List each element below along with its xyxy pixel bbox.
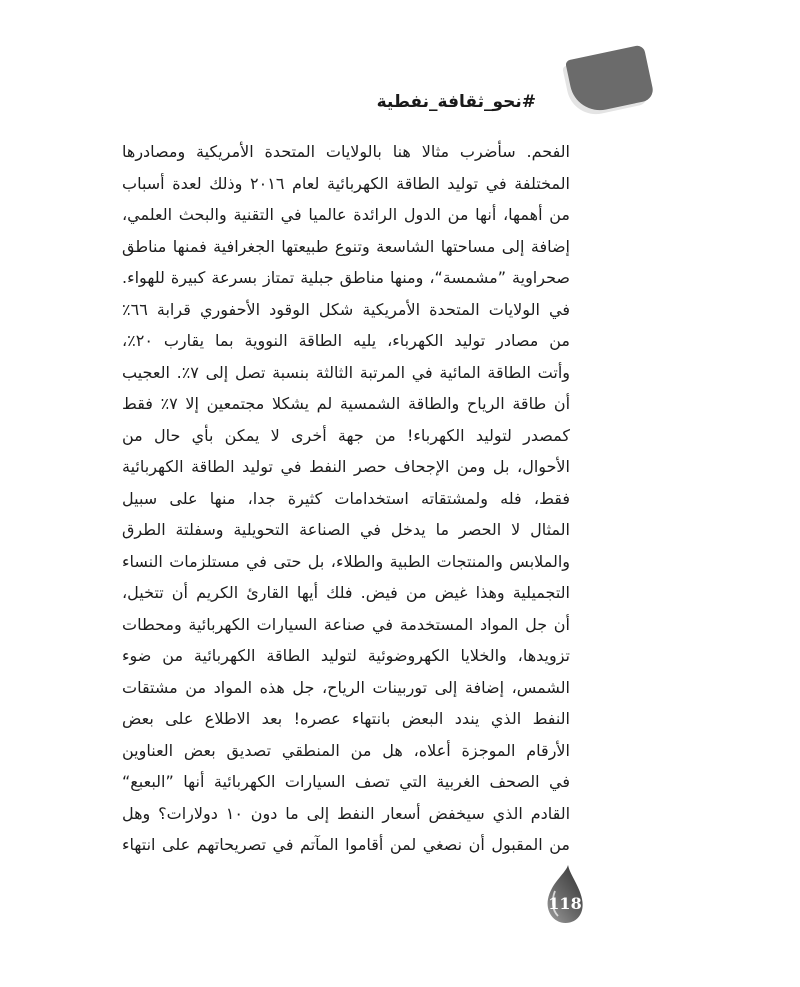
body-line: المثال لا الحصر ما يدخل في الصناعة التحويلية وسفلتة الطرق <box>122 520 570 539</box>
body-line: الأرقام الموجزة أعلاه، هل من المنطقي تصديق بعض العناوين <box>122 740 570 760</box>
body-line: الأحوال، بل ومن الإجحاف حصر النفط في توليد الطاقة الكهربائية <box>122 457 570 476</box>
page-number: 118 <box>548 894 582 913</box>
body-line: من أهمها، أنها من الدول الرائدة عالميا في التقنية والبحث العلمي، <box>122 205 570 224</box>
body-line: أن جل المواد المستخدمة في صناعة السيارات الكهربائية ومحطات <box>122 614 570 634</box>
body-line: والملابس والمنتجات الطبية والطلاء، بل حتى في مستلزمات النساء <box>122 551 570 571</box>
body-line: صحراوية ”مشمسة“، ومنها مناطق جبلية تمتاز بسرعة كبيرة للهواء. <box>122 268 570 287</box>
body-line: أن طاقة الرياح والطاقة الشمسية لم يشكلا مجتمعين إلا ٧٪ فقط <box>122 394 571 413</box>
corner-flag-decoration <box>565 44 655 115</box>
oil-drop-icon <box>541 863 589 927</box>
body-line: في الصحف الغربية التي تصف السيارات الكهربائية أنها ”البعبع“ <box>122 772 570 791</box>
body-line: النفط الذي يندد البعض بانتهاء عصره! بعد الاطلاع على بعض <box>122 709 570 728</box>
body-line: القادم الذي سيخفض أسعار النفط إلى ما دون ١٠ دولارات؟ وهل <box>122 803 571 823</box>
body-line: التجميلية وهذا غيض من فيض. فلك أيها القارئ الكريم أن تتخيل، <box>122 583 570 602</box>
body-line: الفحم. سأضرب مثالا هنا بالولايات المتحدة الأمريكية ومصادرها <box>122 142 570 161</box>
body-line: فقط، فله ولمشتقاته استخدامات كثيرة جدا، منها على سبيل <box>122 488 570 508</box>
body-line: وأتت الطاقة المائية في المرتبة الثالثة بنسبة تصل إلى ٧٪. العجيب <box>122 362 571 382</box>
body-line: إضافة إلى مساحتها الشاسعة وتنوع طبيعتها الجغرافية فمنها مناطق <box>122 236 570 256</box>
body-line: الشمس، إضافة إلى توربينات الرياح، جل هذه المواد من مشتقات <box>122 677 570 697</box>
body-line: كمصدر لتوليد الكهرباء! من جهة أخرى لا يمكن بأي حال من <box>122 425 570 445</box>
body-text <box>122 136 570 861</box>
body-line: من المقبول أن نصغي لمن أقاموا المآتم في تصريحاتهم على انتهاء <box>122 835 570 854</box>
body-line: تزويدها، والخلايا الكهروضوئية لتوليد الطاقة الكهربائية من ضوء <box>122 646 570 665</box>
body-line: في الولايات المتحدة الأمريكية شكل الوقود الأحفوري قرابة ٦٦٪ <box>122 299 570 319</box>
hashtag-chapter-title: #نحو_ثقافة_نفطية <box>376 92 536 112</box>
page-number-badge <box>541 863 589 927</box>
body-line: المختلفة في توليد الطاقة الكهربائية لعام ٢٠١٦ وذلك لعدة أسباب <box>122 173 571 193</box>
body-line: من مصادر توليد الكهرباء، يليه الطاقة النووية بما يقارب ٢٠٪، <box>122 331 570 350</box>
